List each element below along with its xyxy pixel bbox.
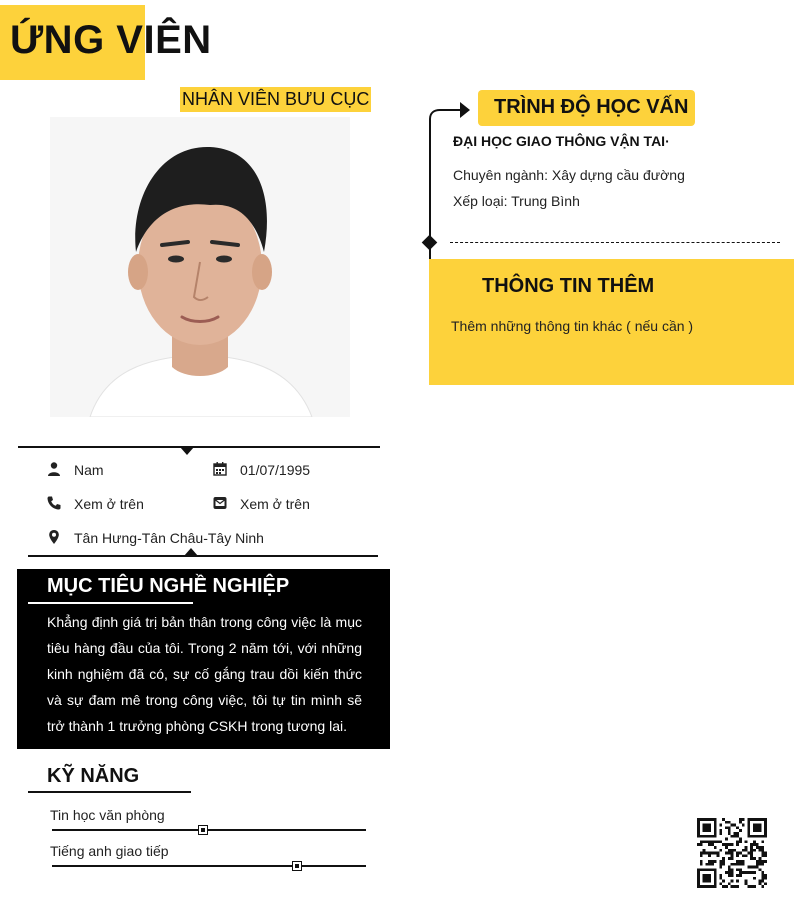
user-icon [46, 461, 62, 477]
objective-title: MỤC TIÊU NGHỀ NGHIỆP [47, 575, 290, 597]
skills-title: KỸ NĂNG [47, 765, 140, 787]
calendar-icon [212, 461, 228, 477]
contact-top-divider [18, 446, 380, 448]
rank: Xếp loại: Trung Bình [453, 193, 580, 209]
position-title: NHÂN VIÊN BƯU CỤC [180, 87, 371, 112]
envelope-icon [212, 495, 228, 511]
divider-arrow-down [180, 447, 194, 455]
section-dashed-divider [450, 242, 780, 243]
school-name: ĐẠI HỌC GIAO THÔNG VẬN TAI· [453, 133, 670, 149]
candidate-name: ỨNG VIÊN [10, 18, 212, 62]
phone-icon [46, 495, 62, 511]
skill-track [52, 865, 366, 867]
extra-info-title: THÔNG TIN THÊM [482, 275, 655, 297]
profile-photo [50, 117, 350, 417]
skill-label: Tiếng anh giao tiếp [50, 843, 169, 859]
contact-bottom-divider [28, 555, 378, 557]
skill-track [52, 829, 366, 831]
extra-info-text: Thêm những thông tin khác ( nếu cần ) [451, 318, 694, 334]
location-pin-icon [46, 529, 62, 545]
email-value: Xem ở trên [240, 496, 310, 512]
address-value: Tân Hưng-Tân Châu-Tây Ninh [74, 530, 264, 546]
qr-code [697, 818, 767, 888]
phone-value: Xem ở trên [74, 496, 144, 512]
objective-underline [28, 602, 193, 604]
skill-level-marker [292, 861, 302, 871]
skill-level-marker [198, 825, 208, 835]
education-title: TRÌNH ĐỘ HỌC VẤN [494, 96, 689, 118]
birthday-value: 01/07/1995 [240, 462, 311, 478]
major: Chuyên ngành: Xây dựng cầu đường [453, 167, 685, 183]
gender-value: Nam [74, 462, 104, 478]
objective-text: Khẳng định giá trị bản thân trong công việc là mục tiêu hàng đầu của tôi. Trong 2 năm tới, với những kinh nghiệm đã có, sự cố gắng trau dồi kiến thức và sự đam mê trong công việc, tôi tự tin mình sẽ trở thành 1 trưởng phòng CSKH trong tương lai. [47, 614, 362, 734]
skill-label: Tin học văn phòng [50, 807, 165, 823]
skills-underline [28, 791, 191, 793]
